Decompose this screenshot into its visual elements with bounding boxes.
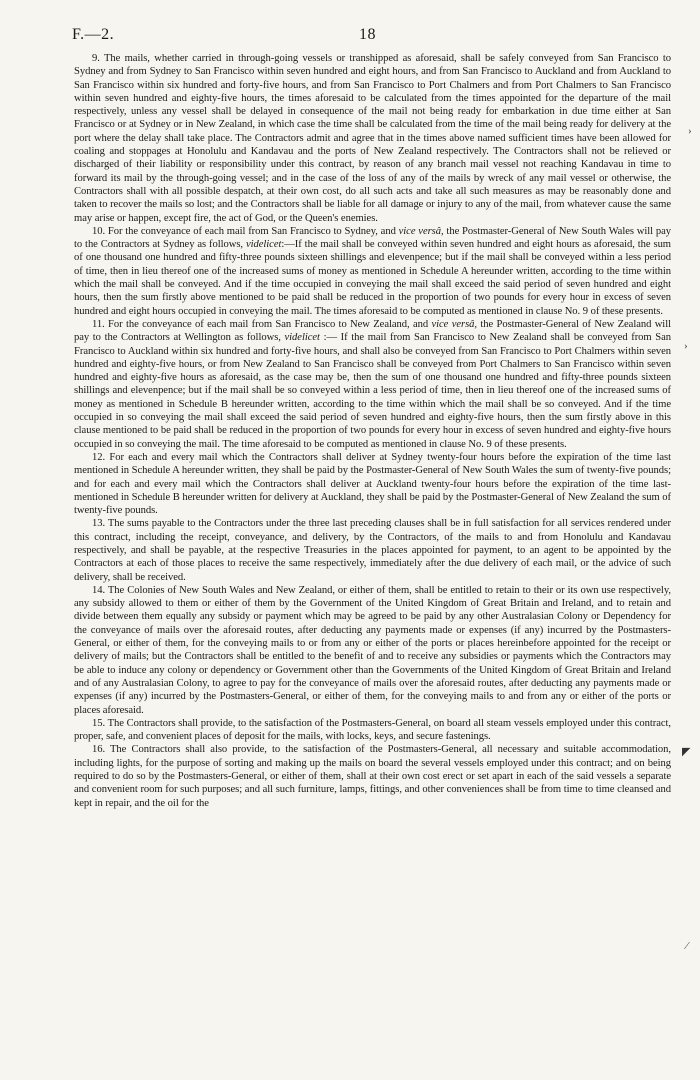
paragraph-text: 13. The sums payable to the Contractors under the three last preceding clauses shall be in full satisfaction for all services rendered under this contract, including the receipt, conveyance, and delivery, by the Contractors, of the mails to and from Honolulu and Kandavau respectively, and shall be payable, at the respective Treasuries in the places appointed for payment, to an agent to be appointed by the Contractors at each of those places to receive the same respectively, immediately after the due delivery of each mail, or the advice of such delivery, shall be received. [74, 518, 671, 583]
paragraph-text: :— If the mail from San Francisco to New Zealand shall be conveyed from San Francisco to Auckland within six hundred and forty-five hours, and shall also be conveyed from San Francisco to Port Chalmers within seven hundred and eighty-five hours, or from New Zealand to San Francisco shall be conveyed from Port Chalmers to San Francisco within seven hundred and eighty-five hours as aforesaid, as the case may be, then the sum of one thousand one hundred and fifty-three pounds sixteen shillings and elevenpence; but if the mail shall be so conveyed within a less period of time, then in lieu thereof one of the increased sums of money as mentioned in Schedule B hereunder written, according to the time within which the mail shall be so conveyed. And if the time occupied in so conveying the mail shall exceed the said period of seven hundred and eighty-five hours, then the sum firstly above in this clause mentioned to be paid shall be reduced in the proportion of two pounds for every hour in excess of seven hundred and eighty-five hours occupied in so conveying the mail. The time aforesaid to be computed as mentioned in clause No. 9 of these presents. [74, 332, 671, 450]
italic-term: videlicet [245, 239, 282, 251]
page-number: 18 [359, 26, 376, 43]
paragraph-text: 14. The Colonies of New South Wales and New Zealand, or either of them, shall be entitled to retain to their or its own use respectively, any subsidy allowed to them or either of them by the Government of the United Kingdom of Great Britain and Ireland, and to retain and divide between them equally any subsidy or payment which may be agreed to be paid by any other Australasian Colony or Dependency for the conveyance of mails over the aforesaid routes, after deducting any payments made or expenses (if any) incurred by the Postmasters-General, or either of them, for the conveying mails to or from any or either of the ports or places hereinbefore appointed for the receipt or delivery of mails; but the Contractors shall be entitled to the benefit of and to receive any subsidies or payments which the Contractors may be able to induce any colony or dependency or Government other than the Governments of the United Kingdom of Great Britain and Ireland and of any Australasian Colony, to agree to pay for the conveyance of mails over the aforesaid routes, after deducting any payments made or expenses (if any) incurred by the Postmasters-General, or either of them, for the conveying mails to and from any or either of the ports or places aforesaid. [74, 584, 671, 716]
clause-paragraph [74, 743, 671, 809]
paragraph-text: 16. The Contractors shall also provide, to the satisfaction of the Postmasters-General, all necessary and suitable accommodation, including lights, for the purpose of sorting and making up the mails on board the several vessels employed under this contract; and on being required to do so by the Postmasters-General, or either of them, shall at their own cost erect or set apart in each of the said vessels a separate and convenient room for such purposes; and all such furniture, lamps, fittings, and other conveniences shall be from time to time cleansed and kept in repair, and the oil for the [74, 744, 671, 809]
clause-paragraph [74, 717, 671, 744]
page-header [74, 26, 670, 52]
document-reference: F.—2. [72, 26, 115, 43]
paragraph-text: 9. The mails, whether carried in through-going vessels or transhipped as aforesaid, shall be safely conveyed from San Francisco to Sydney and from Sydney to San Francisco within seven hundred and eight hours, and from San Francisco to Auckland and from Auckland to San Francisco within six hundred and forty-five hours, and from San Francisco to Port Chalmers and from Port Chalmers to San Francisco within seven hundred and eighty-five hours, the times aforesaid to be calculated from the times appointed for the departure of the mail respectively, unless any vessel shall be delayed in consequence of the mail not being ready for embarkation in due time either at San Francisco or at Sydney or in New Zealand, in which case the time shall be calculated from the time of the mail being ready for delivery at the port where the delay shall take place. The Contractors admit and agree that in the times above named sufficient times have been allowed for coaling and stoppages at Honolulu and Kandavau and the ports of New Zealand respectively. The Contractors shall not be relieved or discharged of their liability or responsibility under this contract, by reason of any branch mail vessel not reaching Kandavau in time to forward its mail by the through-going vessel; and in the case of the loss of any of the mails by wreck of any mail vessel or otherwise, the Contractors shall with all possible despatch, at their own cost, do all such acts and take all such measures as may be reasonably done and taken to recover the mails so lost; and the Contractors shall be liable for all damage or injury to any of the mail, from whatever cause the same may arise or happen, except fire, the act of God, or the Queen's enemies. [74, 53, 671, 224]
italic-term: videlicet [284, 332, 320, 344]
margin-mark: ⁄ [686, 940, 688, 952]
paragraph-text: 11. For the conveyance of each mail from San Francisco to New Zealand, and [92, 318, 432, 330]
paragraph-text: the Postmaster-General of New South Wales will pay to the Contractors at Sydney as follows, [74, 225, 672, 251]
clause-paragraph [74, 584, 671, 717]
clause-paragraph [74, 451, 671, 517]
italic-term: vice versâ, [431, 318, 477, 330]
paragraph-text: the Postmaster-General of New Zealand will pay to the Contractors at Wellington as follows, [74, 318, 671, 344]
paragraph-text: 10. For the conveyance of each mail from San Francisco to Sydney, and [92, 225, 399, 237]
clause-paragraph [74, 52, 671, 225]
italic-term: vice versâ, [398, 225, 444, 237]
clause-paragraph [74, 225, 671, 318]
paragraph-text: 15. The Contractors shall provide, to the satisfaction of the Postmasters-General, on board all steam vessels employed under this contract, proper, safe, and convenient places of deposit for the mails, with locks, keys, and secure fastenings. [74, 717, 671, 743]
body-text [74, 52, 671, 810]
paragraph-text: 12. For each and every mail which the Contractors shall deliver at Sydney twenty-four hours before the expiration of the time last mentioned in Schedule A hereunder written, they shall be paid by the Postmaster-General of New South Wales the sum of twenty-five pounds; and for each and every mail which the Contractors shall deliver at Auckland twenty-four hours before the expiration of the time last-mentioned in Schedule B hereunder written for delivery at Auckland, they shall be paid by the Postmaster-General of New Zealand the sum of twenty-five pounds. [74, 451, 671, 517]
margin-mark: › [684, 340, 688, 352]
clause-paragraph [74, 318, 671, 451]
clause-paragraph [74, 517, 671, 583]
paragraph-text: :—If the mail shall be conveyed within seven hundred and eight hours as aforesaid, the sum of one thousand one hundred and fifty-three pounds sixteen shillings and elevenpence; but if the mail shall be conveyed within a less period of time, then in lieu thereof one of the increased sums of money as mentioned in Schedule A hereunder written, according to the time within which the mail shall be conveyed. And if the time occupied in conveying the mail shall exceed the said period of seven hundred and eight hours, then the sum firstly above mentioned to be paid shall be reduced in the proportion of two pounds for every hour in excess of seven hundred and eight hours occupied in conveying the mail. The times aforesaid to be computed as mentioned in clause No. 9 of these presents. [74, 239, 672, 317]
margin-mark: ◤ [682, 746, 691, 758]
margin-mark: › [688, 125, 692, 137]
